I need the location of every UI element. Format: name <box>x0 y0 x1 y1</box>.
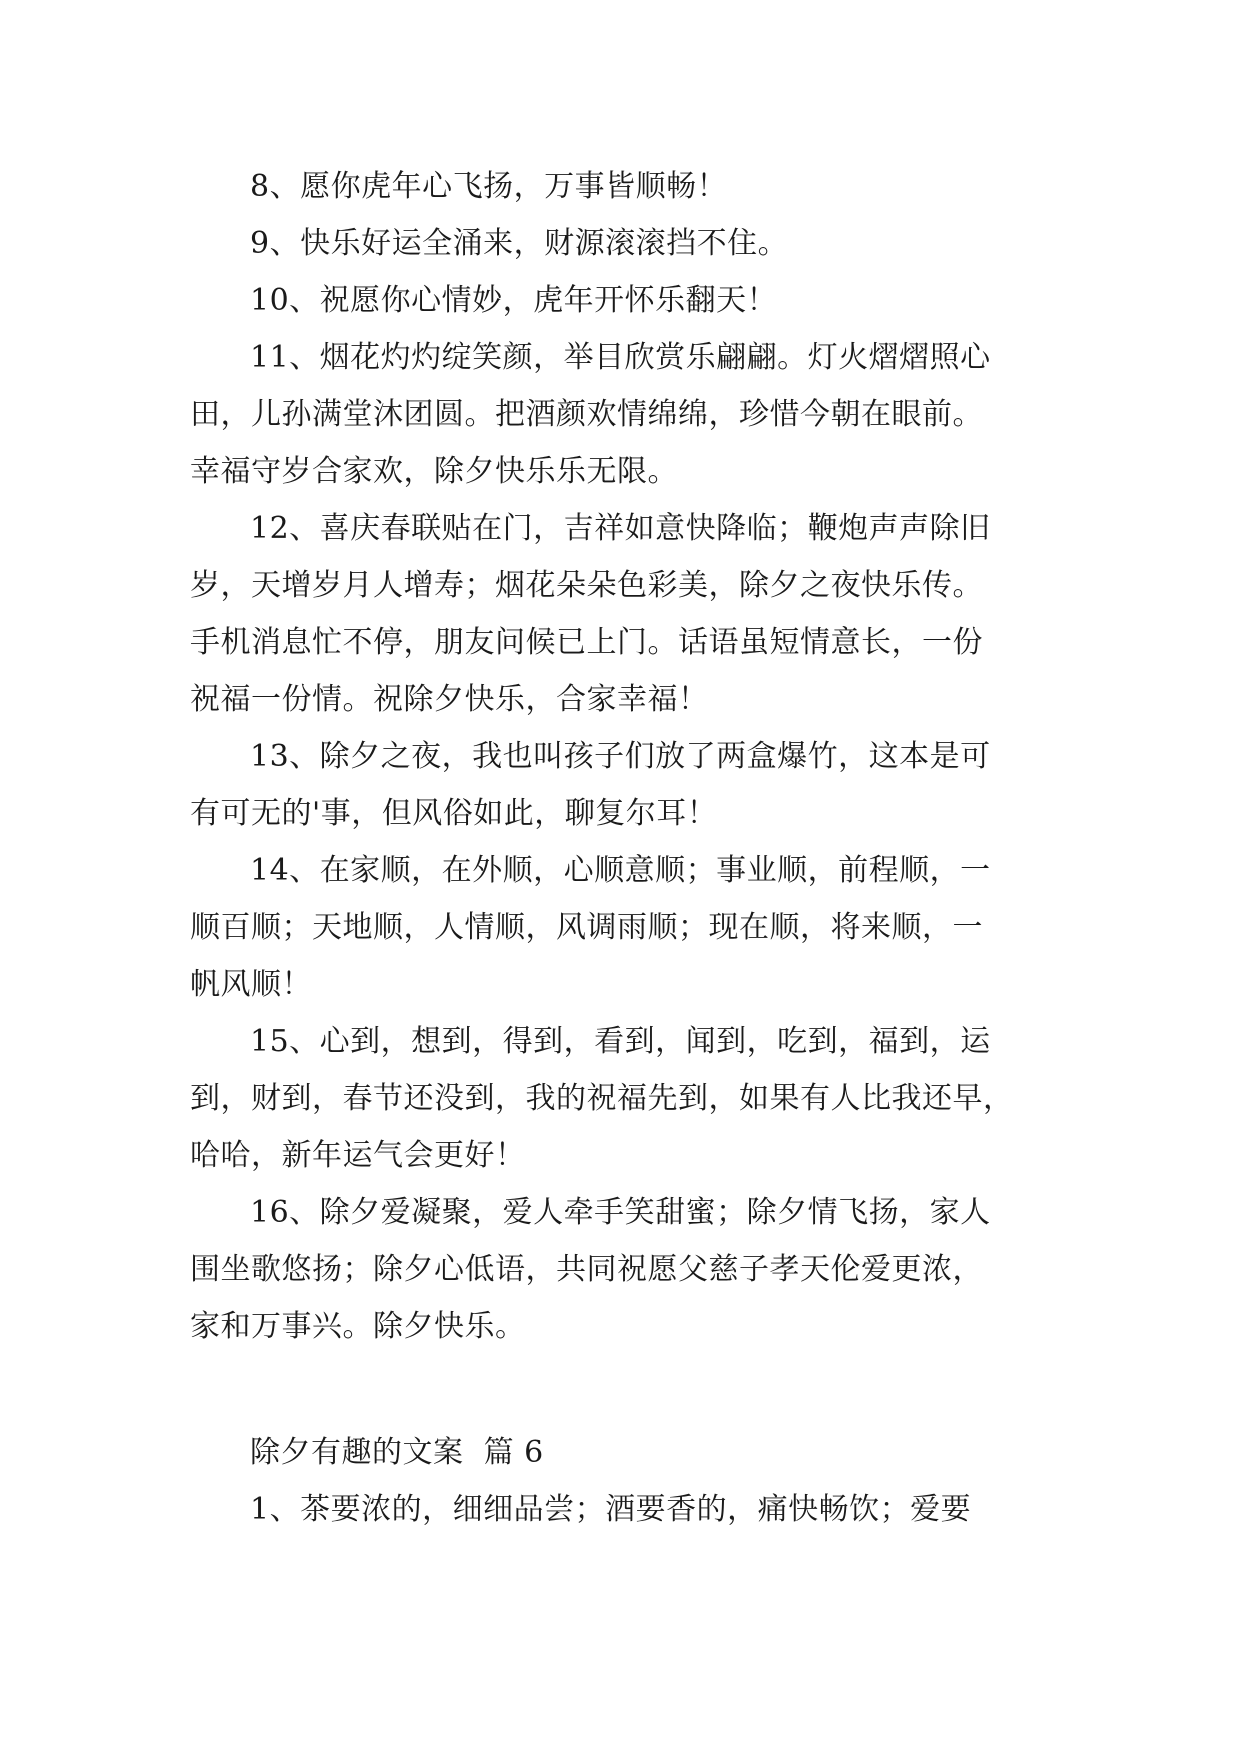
paragraph-line: 到，财到，春节还没到，我的祝福先到，如果有人比我还早， <box>190 1081 1014 1116</box>
greeting-paragraph <box>190 500 1052 728</box>
greeting-paragraph <box>190 329 1052 500</box>
paragraph-line: 手机消息忙不停，朋友问候已上门。话语虽短情意长，一份 <box>190 625 983 660</box>
greeting-paragraph <box>190 1013 1052 1184</box>
paragraph-line: 田，儿孙满堂沐团圆。把酒颜欢情绵绵，珍惜今朝在眼前。 <box>190 397 983 432</box>
paragraph-line: 哈哈，新年运气会更好！ <box>190 1138 526 1173</box>
paragraph-line: 帆风顺！ <box>190 967 312 1002</box>
greeting-paragraph <box>190 272 1052 329</box>
paragraph-line: 岁，天增岁月人增寿；烟花朵朵色彩美，除夕之夜快乐传。 <box>190 568 983 603</box>
paragraph-line: 9、快乐好运全涌来，财源滚滚挡不住。 <box>250 226 789 261</box>
greeting-list <box>190 158 1052 1355</box>
paragraph-line: 13、除夕之夜，我也叫孩子们放了两盒爆竹，这本是可 <box>250 739 991 774</box>
greeting-paragraph <box>190 158 1052 215</box>
paragraph-line: 8、愿你虎年心飞扬，万事皆顺畅！ <box>250 169 728 204</box>
paragraph-line: 14、在家顺，在外顺，心顺意顺；事业顺，前程顺，一 <box>250 853 991 888</box>
document-body <box>190 158 1052 1538</box>
greeting-paragraph <box>190 1184 1052 1355</box>
paragraph-line: 15、心到，想到，得到，看到，闻到，吃到，福到，运 <box>250 1024 991 1059</box>
paragraph-line: 祝福一份情。祝除夕快乐，合家幸福！ <box>190 682 709 717</box>
greeting-paragraph <box>190 842 1052 1013</box>
section-heading: 除夕有趣的文案 篇 6 <box>250 1435 544 1470</box>
section-greeting-list <box>190 1481 1052 1538</box>
paragraph-line: 围坐歌悠扬；除夕心低语，共同祝愿父慈子孝天伦爱更浓， <box>190 1252 983 1287</box>
greeting-paragraph <box>190 215 1052 272</box>
paragraph-line: 有可无的'事，但风俗如此，聊复尔耳！ <box>190 796 718 831</box>
greeting-paragraph <box>190 728 1052 842</box>
paragraph-line: 家和万事兴。除夕快乐。 <box>190 1309 526 1344</box>
paragraph-line: 1、茶要浓的，细细品尝；酒要香的，痛快畅饮；爱要 <box>250 1492 972 1527</box>
paragraph-line: 12、喜庆春联贴在门，吉祥如意快降临；鞭炮声声除旧 <box>250 511 991 546</box>
paragraph-line: 幸福守岁合家欢，除夕快乐乐无限。 <box>190 454 678 489</box>
paragraph-line: 11、烟花灼灼绽笑颜，举目欣赏乐翩翩。灯火熠熠照心 <box>250 340 991 375</box>
paragraph-line: 10、祝愿你心情妙，虎年开怀乐翻天！ <box>250 283 778 318</box>
paragraph-line: 顺百顺；天地顺，人情顺，风调雨顺；现在顺，将来顺，一 <box>190 910 983 945</box>
paragraph-line: 16、除夕爱凝聚，爱人牵手笑甜蜜；除夕情飞扬，家人 <box>250 1195 991 1230</box>
greeting-paragraph <box>190 1481 1052 1538</box>
